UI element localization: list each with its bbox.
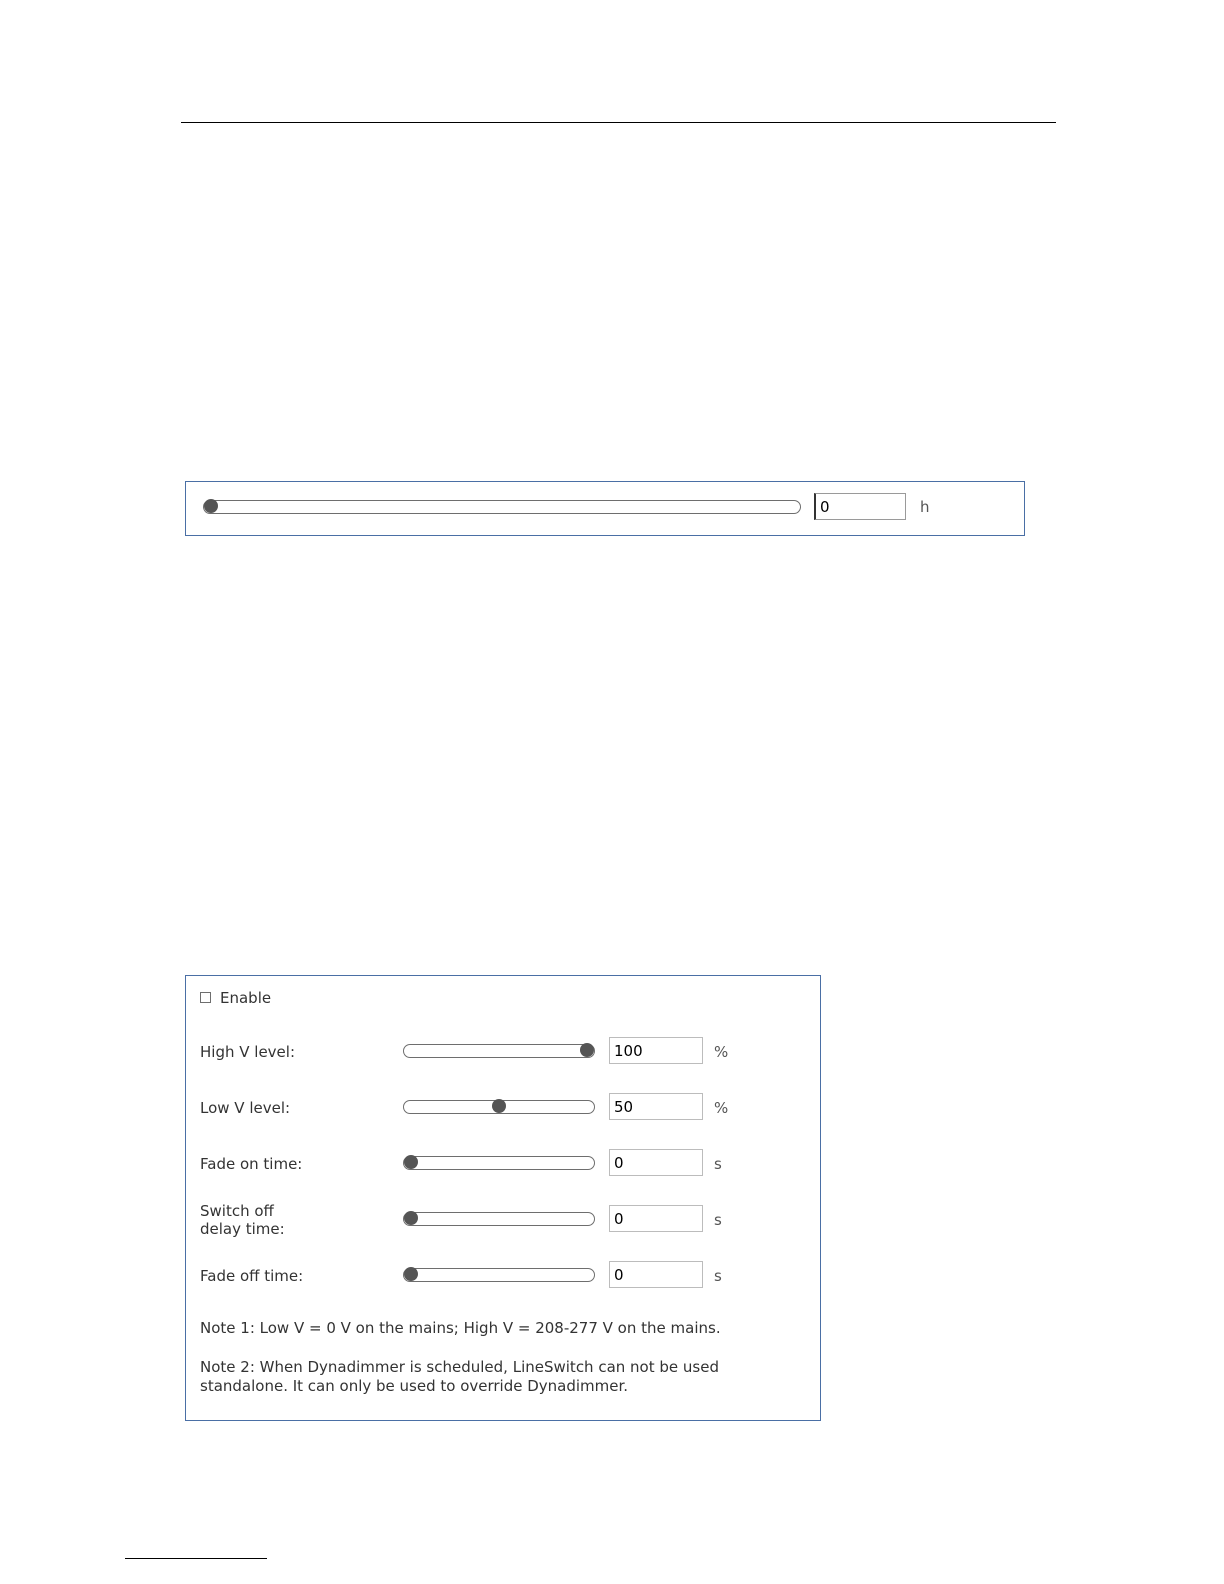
- footnote-rule: [125, 1558, 267, 1559]
- fade-on-time-slider-thumb[interactable]: [404, 1155, 418, 1169]
- switch-off-delay-time-unit: s: [714, 1211, 722, 1229]
- fade-on-time-unit: s: [714, 1155, 722, 1173]
- enable-label: Enable: [220, 989, 272, 1007]
- low-v-level-slider-thumb[interactable]: [492, 1099, 506, 1113]
- enable-checkbox[interactable]: [200, 992, 211, 1003]
- note-2: Note 2: When Dynadimmer is scheduled, LineSwitch can not be used standalone. It can only be used to override Dynadimmer.: [200, 1358, 719, 1395]
- hours-slider-thumb[interactable]: [204, 499, 218, 513]
- high-v-level-unit: %: [714, 1043, 729, 1061]
- dynadimmer-panel: [185, 975, 821, 1421]
- high-v-level-slider-thumb[interactable]: [580, 1043, 594, 1057]
- low-v-level-slider[interactable]: [403, 1100, 595, 1114]
- high-v-level-input[interactable]: [609, 1037, 703, 1064]
- switch-off-delay-time-slider-thumb[interactable]: [404, 1211, 418, 1225]
- fade-off-time-input[interactable]: [609, 1261, 703, 1288]
- switch-off-delay-time-slider[interactable]: [403, 1212, 595, 1226]
- switch-off-delay-time-label: Switch off delay time:: [200, 1202, 285, 1238]
- fade-off-time-slider-thumb[interactable]: [404, 1267, 418, 1281]
- fade-off-time-label: Fade off time:: [200, 1267, 304, 1285]
- high-v-level-label: High V level:: [200, 1043, 295, 1061]
- switch-off-delay-time-input[interactable]: [609, 1205, 703, 1232]
- fade-off-time-slider[interactable]: [403, 1268, 595, 1282]
- fade-on-time-slider[interactable]: [403, 1156, 595, 1170]
- page-header-rule: [181, 122, 1056, 123]
- hours-panel: [185, 481, 1025, 536]
- low-v-level-label: Low V level:: [200, 1099, 291, 1117]
- hours-input[interactable]: [814, 493, 906, 520]
- low-v-level-unit: %: [714, 1099, 729, 1117]
- hours-unit-label: h: [920, 498, 930, 516]
- fade-off-time-unit: s: [714, 1267, 722, 1285]
- hours-slider[interactable]: [203, 500, 801, 514]
- fade-on-time-input[interactable]: [609, 1149, 703, 1176]
- fade-on-time-label: Fade on time:: [200, 1155, 303, 1173]
- note-1: Note 1: Low V = 0 V on the mains; High V = 208-277 V on the mains.: [200, 1319, 721, 1337]
- high-v-level-slider[interactable]: [403, 1044, 595, 1058]
- low-v-level-input[interactable]: [609, 1093, 703, 1120]
